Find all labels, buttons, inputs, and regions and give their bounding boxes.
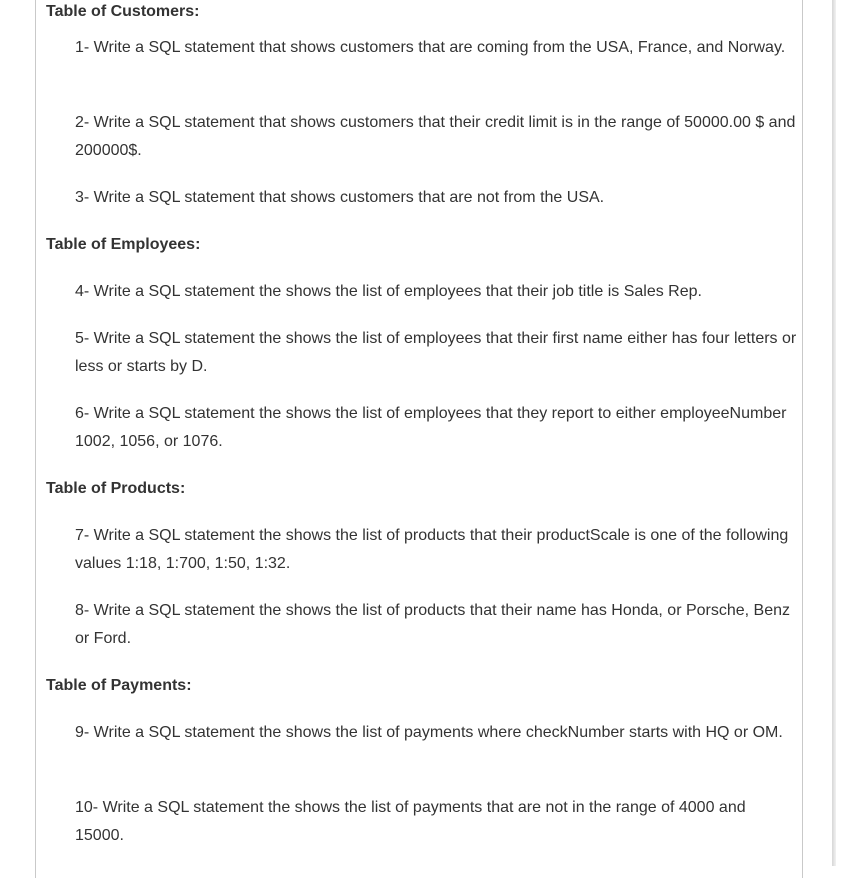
question-4: 4- Write a SQL statement the shows the list of employees that their job title is Sales Rep. — [75, 283, 702, 300]
question-2: 2- Write a SQL statement that shows customers that their credit limit is in the range of 50000.00 $ and 200000$. — [75, 114, 796, 159]
document-panel — [35, 0, 803, 878]
question-1: 1- Write a SQL statement that shows customers that are coming from the USA, France, and Norway. — [75, 39, 786, 56]
question-10: 10- Write a SQL statement the shows the list of payments that are not in the range of 4000 and 15000. — [75, 799, 746, 844]
question-7: 7- Write a SQL statement the shows the list of products that their productScale is one of the following values 1:18, 1:700, 1:50, 1:32. — [75, 527, 789, 572]
section-heading-payments: Table of Payments: — [46, 677, 192, 694]
question-3: 3- Write a SQL statement that shows customers that are not from the USA. — [75, 189, 605, 206]
page-edge-shadow — [832, 0, 836, 866]
section-heading-products: Table of Products: — [46, 480, 186, 497]
question-6: 6- Write a SQL statement the shows the list of employees that they report to either employeeNumber 1002, 1056, or 1076. — [75, 405, 787, 450]
question-9: 9- Write a SQL statement the shows the list of payments where checkNumber starts with HQ or OM. — [75, 724, 783, 741]
question-5: 5- Write a SQL statement the shows the list of employees that their first name either has four letters or less or starts by D. — [75, 330, 797, 375]
section-heading-employees: Table of Employees: — [46, 236, 201, 253]
question-8: 8- Write a SQL statement the shows the list of products that their name has Honda, or Porsche, Benz or Ford. — [75, 602, 791, 647]
section-heading-customers: Table of Customers: — [46, 3, 200, 20]
